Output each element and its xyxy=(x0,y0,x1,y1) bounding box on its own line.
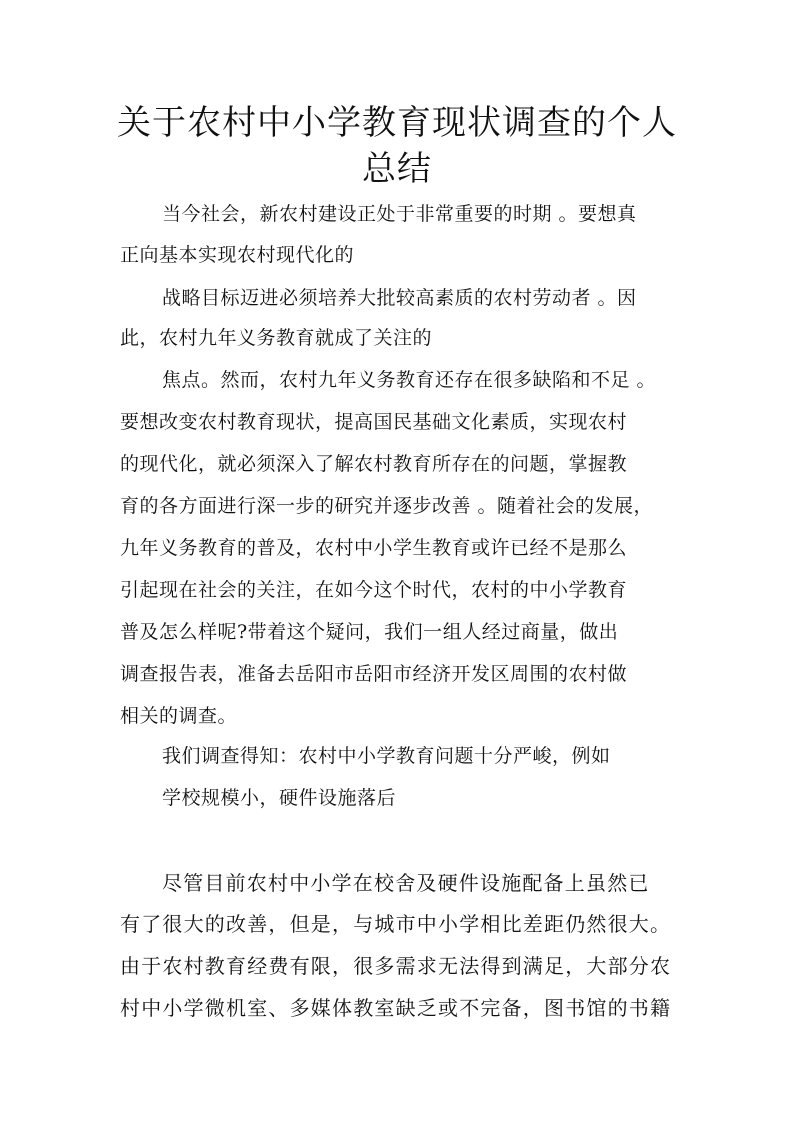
paragraph-line: 有了很大的改善，但是，与城市中小学相比差距仍然很大。 xyxy=(120,912,672,936)
paragraph-line: 相关的调查。 xyxy=(120,705,238,727)
paragraph-line: 普及怎么样呢?带着这个疑问，我们一组人经过商量，做出 xyxy=(120,621,619,643)
paragraph-line: 要想改变农村教育现状，提高国民基础文化素质，实现农村 xyxy=(120,411,628,433)
paragraph-line: 尽管目前农村中小学在校舍及硬件设施配备上虽然已 xyxy=(162,871,650,895)
paragraph-line: 当今社会，新农村建设正处于非常重要的时期 。要想真 xyxy=(162,203,637,225)
paragraph-line: 焦点。然而，农村九年义务教育还存在很多缺陷和不足 。 xyxy=(162,369,657,391)
paragraph-line: 引起现在社会的关注，在如今这个时代，农村的中小学教育 xyxy=(120,579,628,601)
paragraph-line: 学校规模小，硬件设施落后 xyxy=(162,787,397,809)
paragraph-line: 村中小学微机室、多媒体教室缺乏或不完备，图书馆的书籍 xyxy=(120,996,672,1020)
document-title: 关于农村中小学教育现状调查的个人总结 xyxy=(117,103,677,189)
paragraph-line: 九年义务教育的普及，农村中小学生教育或许已经不是那么 xyxy=(120,537,628,559)
paragraph-line: 此，农村九年义务教育就成了关注的 xyxy=(120,327,433,349)
paragraph-line: 我们调查得知：农村中小学教育问题十分严峻，例如 xyxy=(162,745,611,767)
paragraph-line: 战略目标迈进必须培养大批较高素质的农村劳动者 。因 xyxy=(162,287,637,309)
paragraph-line: 的现代化，就必须深入了解农村教育所存在的问题，掌握教 xyxy=(120,453,628,475)
paragraph-line: 调查报告表，准备去岳阳市岳阳市经济开发区周围的农村做 xyxy=(120,663,628,685)
paragraph-line: 由于农村教育经费有限，很多需求无法得到满足，大部分农 xyxy=(120,954,672,978)
paragraph-line: 正向基本实现农村现代化的 xyxy=(120,244,355,266)
paragraph-line: 育的各方面进行深一步的研究并逐步改善 。随着社会的发展， xyxy=(120,495,654,517)
